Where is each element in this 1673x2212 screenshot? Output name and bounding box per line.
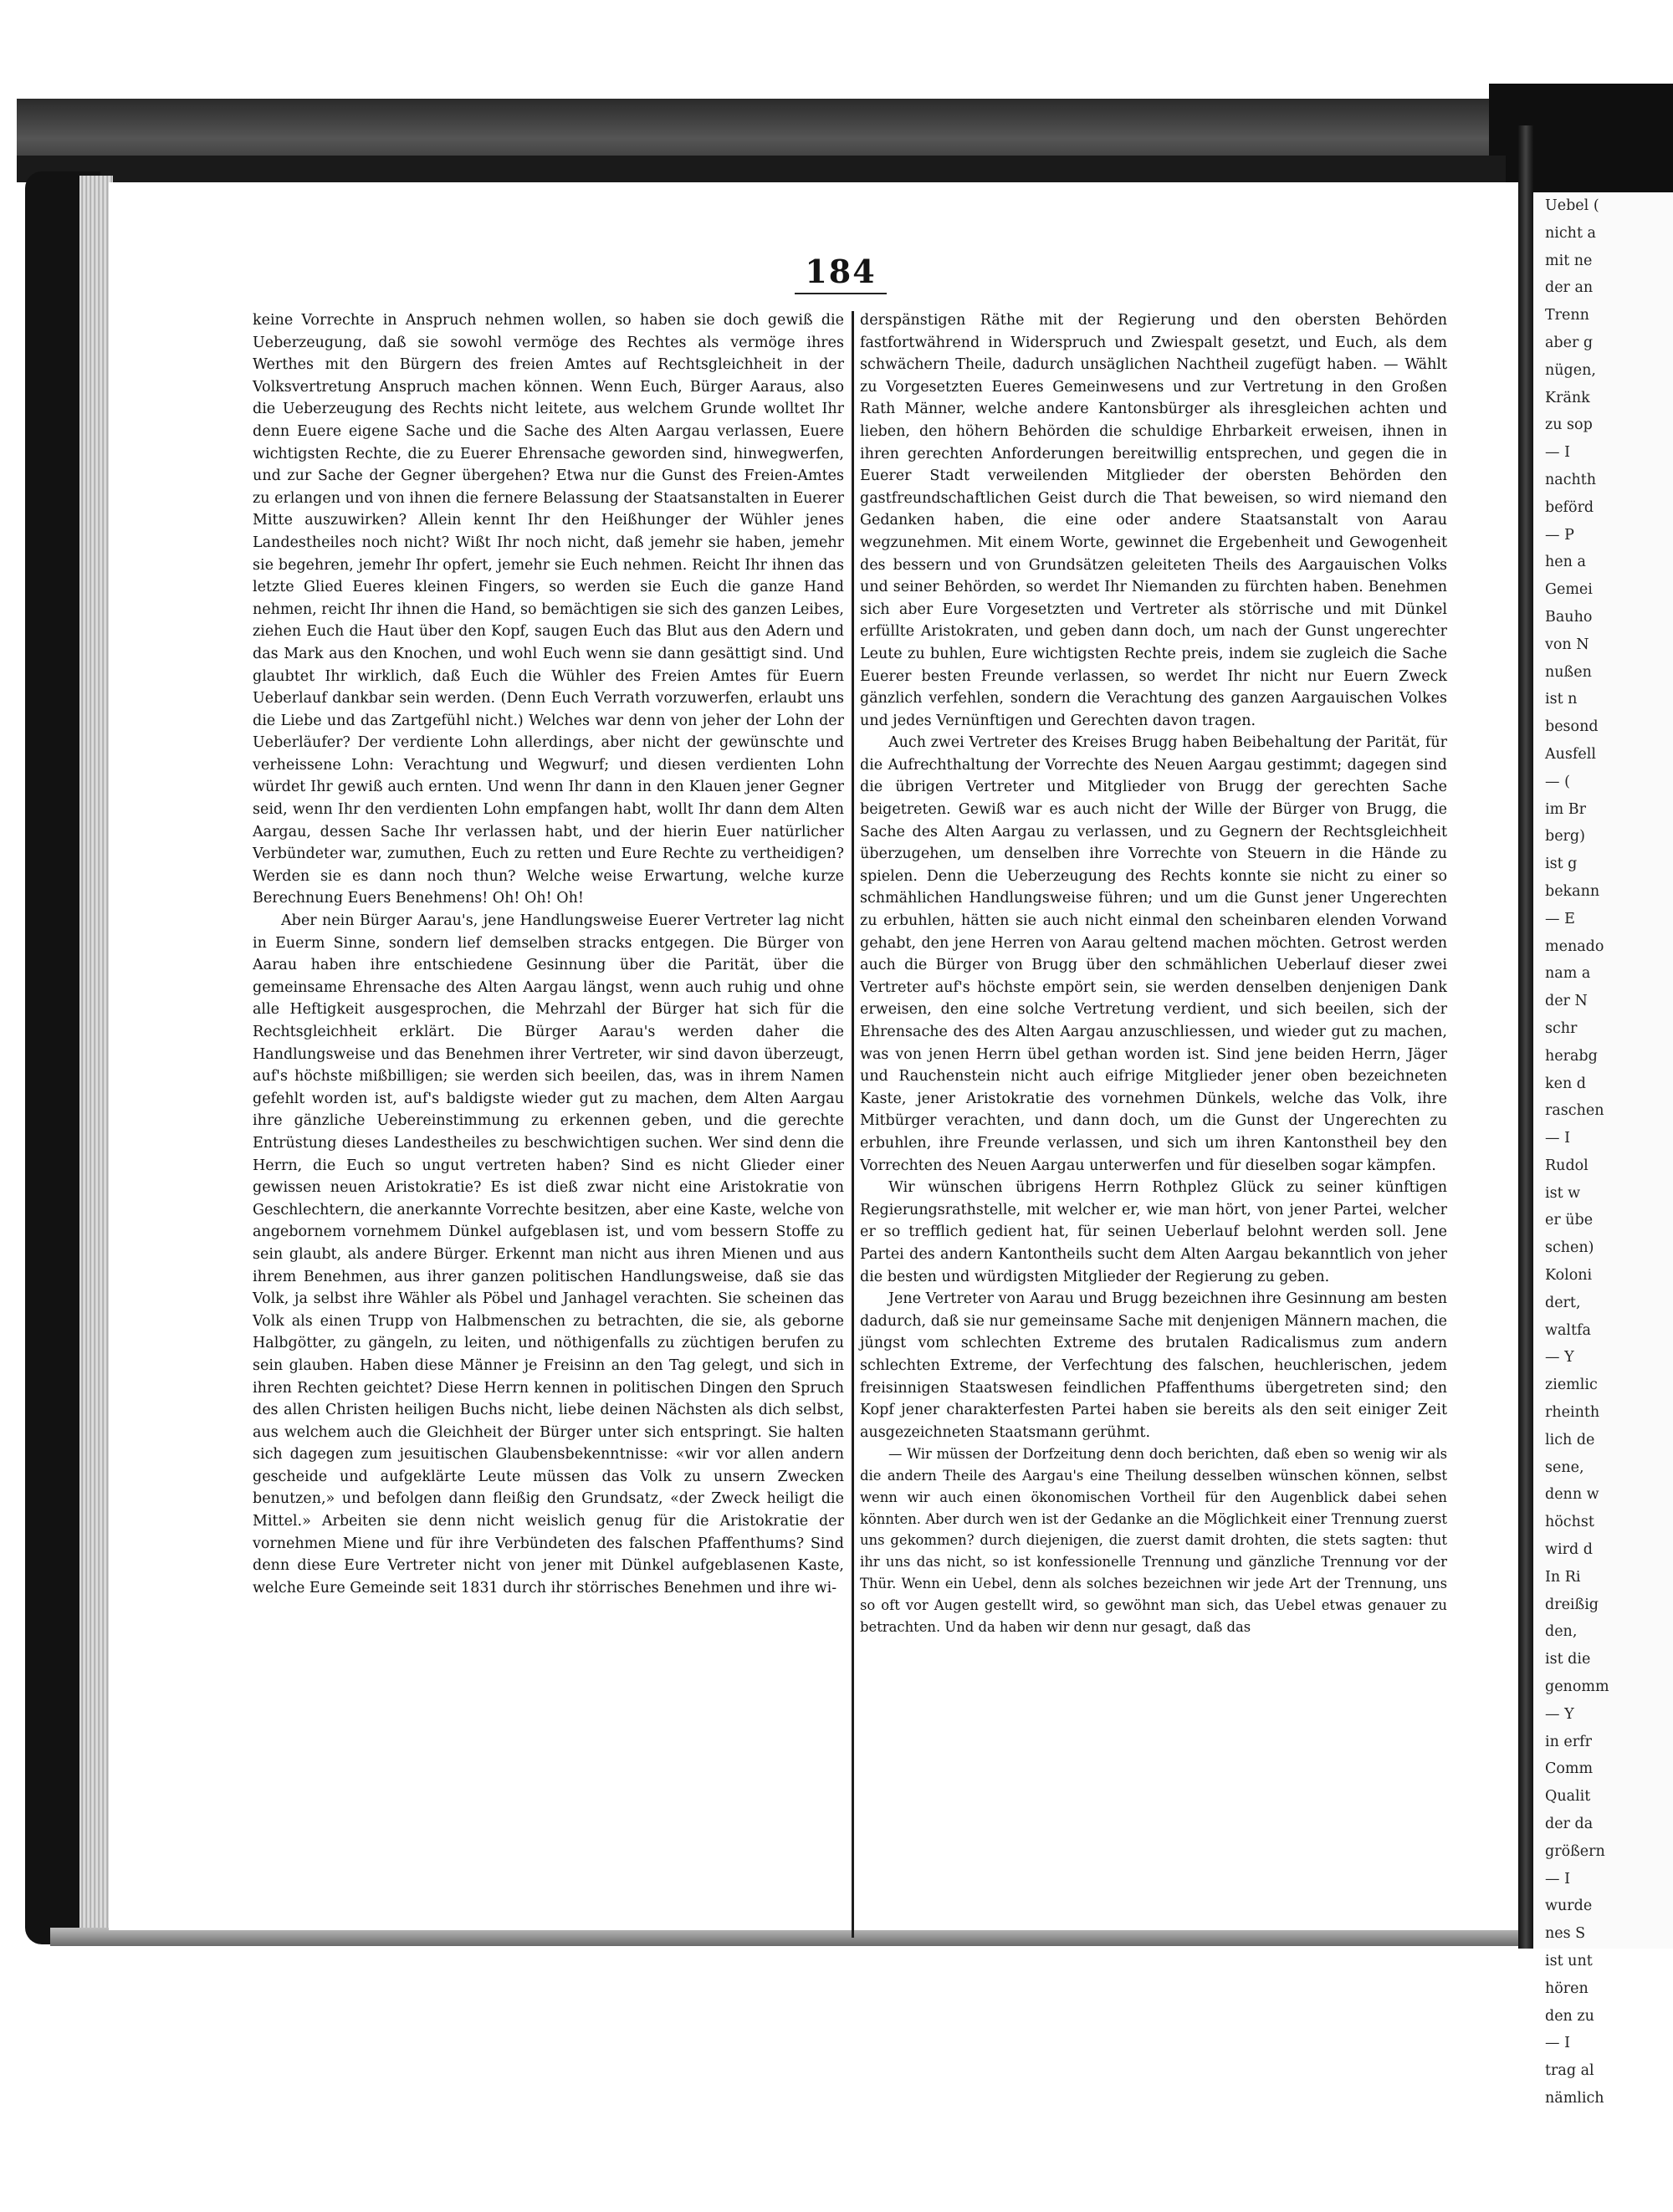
facing-page-line: — Y: [1545, 1705, 1574, 1723]
facing-page-line: sene,: [1545, 1458, 1584, 1476]
facing-page-fragment: [1533, 192, 1673, 2107]
facing-page-line: ist unt: [1545, 1953, 1593, 1969]
facing-page-line: ziemlic: [1545, 1377, 1598, 1394]
facing-page-line: raschen: [1545, 1102, 1604, 1120]
paragraph: Jene Vertreter von Aarau und Brugg bezeichnen ihre Gesinnung am besten dadurch, daß sie nur gemeinsame Sache mit denjenigen Männern machen, die jüngst vom schlechten Extreme des brutalen Radicalismus zum andern schlechten Extreme, der Verfechtung des falschen, heuchlerischen, jedem freisinnigen Staatswesen feindlichen Pfaffenthums übergetreten sind; den Kopf jener charakterfesten Partei haben sie bereits als den seit einiger Zeit ausgezeichneten Staatsmann gerühmt.: [860, 1290, 1447, 1441]
facing-page-line: in erfr: [1545, 1733, 1592, 1750]
scan-corner-shadow: [1489, 84, 1673, 192]
book-page-edges: [79, 176, 113, 1936]
facing-page-line: dreißig: [1545, 1596, 1599, 1613]
facing-page-line: In Ri: [1545, 1568, 1581, 1586]
facing-page-line: im Br: [1545, 800, 1586, 818]
facing-page-line: Bauho: [1545, 608, 1593, 626]
facing-page-line: — (: [1545, 773, 1570, 790]
facing-page-line: Qualit: [1545, 1788, 1591, 1806]
facing-page-line: menado: [1545, 937, 1604, 955]
facing-page-line: nußen: [1545, 663, 1592, 681]
facing-page-line: — I: [1545, 2035, 1570, 2052]
book-gutter: [1518, 125, 1533, 1949]
facing-page-line: lich de: [1545, 1431, 1595, 1448]
paragraph: derspänstigen Räthe mit der Regierung und den obersten Behörden fastfortwährend in Widerspruch und Zwiespalt gesetzt, und Euch, als dem schwächern Theile, dadurch unsäglichen Nachtheil zugefügt haben. — Wählt zu Vorgesetzten Eueres Gemeinwesens und zur Vertretung in den Großen Rath Männer, welche andere Kantonsbürger als ihresgleichen achten und lieben, den höhern Behörden die schuldige Ehrbarkeit erweisen, ihnen in ihren gerechten Anforderungen bereitwillig entsprechen, und gegen die in Euerer Stadt verweilenden Mitglieder der obersten Behörden den gastfreundschaftlichen Geist durch die That beweisen, so wird niemand den Gedanken haben, die eine oder andere Staatsanstalt von Aarau wegzunehmen. Mit einem Worte, gewinnet die Ergebenheit und Gewogenheit des bessern und von Grundsätzen geleiteten Theils des Aargauischen Volks und seiner Behörden, so werdet Ihr Niemanden zu fürchten haben. Benehmen sich aber Eure Vorgesetzten und Vertreter als störrische und mit Dünkel erfüllte Aristokraten, und geben dann doch, um nach der Gunst ungerechter Leute zu buhlen, Eure wichtigsten Rechte preis, indem sie zugleich die Sache Euerer besten Freunde verlassen, so werdet Ihr nicht nur Euern Zweck gänzlich verfehlen, sondern die Verachtung des ganzen Aargauischen Volkes und jedes Vernünftigen und Gerechten davon tragen.: [860, 312, 1447, 729]
facing-page-line: waltfa: [1545, 1321, 1591, 1339]
facing-page-line: nam a: [1545, 965, 1591, 983]
facing-page-line: hen a: [1545, 554, 1586, 571]
facing-page-line: nügen,: [1545, 361, 1596, 379]
facing-page-line: denn w: [1545, 1486, 1599, 1504]
facing-page-line: Ausfell: [1545, 745, 1596, 763]
facing-page-line: Comm: [1545, 1760, 1594, 1778]
paragraph: Auch zwei Vertreter des Kreises Brugg haben Beibehaltung der Parität, für die Aufrechthaltung der Vorrechte des Neuen Aargau gestimmt; dagegen sind die übrigen Vertreter und Mitglieder von Brugg der gerechten Sache beigetreten. Gewiß war es auch nicht der Wille der Bürger von Brugg, die Sache des Alten Aargau zu verlassen, und zu Gegnern der Rechtsgleichheit überzugehen, um denselben ihre Vorrechte von Steuern in die Hände zu spielen. Denn die Ueberzeugung des Rechts konnte sie nicht zu einer so schmählichen Handlungsweise führen; und um die Gunst jener Ungerechten zu erbuhlen, hätten sie auch nicht einmal den scheinbaren elenden Vorwand gehabt, den jene Herren von Aarau geltend machen möchten. Getrost werden auch die Bürger von Brugg über den schmählichen Ueberlauf dieser zwei Vertreter auf's höchste empört sein, sie werden denselben denjenigen Dank erweisen, den eine solche Vertretung verdient, und sich beeilen, sich der Ehrensache des des Alten Aargau anzuschliessen, und wieder gut zu machen, was von jenen Herrn übel gethan worden ist. Sind jene beiden Herrn, Jäger und Rauchenstein nicht auch eifrige Mitglieder jener oben bezeichneten Kaste, jener Aristokratie des vornehmen Dünkels, welche das Volk, ihre Mitbürger verachten, und dann doch, um die Gunst der Ungerechten zu erbuhlen, ihre Freunde verlassen, und sich um ihren Kantonstheil bey den Vorrechten des Neuen Aargau unterwerfen und für dieselben sogar kämpfen.: [860, 734, 1447, 1174]
news-item: — Wir müssen der Dorfzeitung denn doch berichten, daß eben so wenig wir als die andern Theile des Aargau's eine Theilung desselben wünschen können, selbst wenn wir auch einen ökonomischen Vortheil für den Augenblick dabei sehen könnten. Aber durch wen ist der Gedanke an die Möglichkeit einer Trennung zuerst uns gekommen? durch diejenigen, die zuerst damit drohten, die stets sagten: thut ihr uns das nicht, so ist konfessionelle Trennung und gänzliche Trennung vor der Thür. Wenn ein Uebel, denn als solches bezeichnen wir jede Art der Trennung, uns so oft vor Augen gestellt wird, so gewöhnt man sich, das Uebel etwas genauer zu betrachten. Und da haben wir denn nur gesagt, daß das: [860, 1446, 1447, 1635]
facing-page-line: größern: [1545, 1842, 1605, 1860]
facing-page-line: Gemei: [1545, 581, 1593, 599]
paragraph: keine Vorrechte in Anspruch nehmen wollen, so haben sie doch gewiß die Ueberzeugung, daß sie sowohl vermöge des Rechtes als vermöge ihres Werthes mit den Bürgern des freien Amtes auf Rechtsgleichheit in der Volksvertretung Anspruch machen können. Wenn Euch, Bürger Aaraus, also die Ueberzeugung des Rechts nicht leitete, aus welchem Grunde wolltet Ihr denn Euere eigene Sache und die Sache des Alten Aargau verlassen, Euere wichtigsten Rechte, die zu Euerer Ehrensache geworden sind, hinwegwerfen, und zur Sache der Gegner übergehen? Etwa nur die Gunst des Freien-Amtes zu erlangen und von ihnen die fernere Belassung der Staatsanstalten in Euerer Mitte auszuwirken? Allein kennt Ihr den Heißhunger der Wühler jenes Landestheiles noch nicht? Wißt Ihr noch nicht, daß jemehr sie haben, jemehr sie begehren, jemehr Ihr opfert, jemehr sie Euch nehmen. Reicht Ihr ihnen das letzte Glied Eueres kleinen Fingers, so werden sie Euch die ganze Hand nehmen, reicht Ihr ihnen die Hand, so bemächtigen sie sich des ganzen Leibes, ziehen Euch die Haut über den Kopf, saugen Euch das Blut aus den Adern und das Mark aus den Knochen, und wohl Euch wenn sie dann gesättigt sind. Und glaubtet Ihr wirklich, daß Euch die Wühler des Freien Amtes für Euern Ueberlauf dankbar sein werden. (Denn Euch Verrath vorzuwerfen, erlaubt uns die Liebe und das Zartgefühl nicht.) Welches war denn von jeher der Lohn der Ueberläufer? Der verdiente Lohn allerdings, aber nicht der gewünschte und verheissene Lohn: Verachtung und Wegwurf; und diesen verdienten Lohn würdet Ihr gewiß auch ernten. Und wenn Ihr dann in den Klauen jener Gegner seid, wenn Ihr den verdienten Lohn empfangen habt, wollt Ihr dann dem Alten Aargau, dessen Sache Ihr verlassen habt, und der hierin Euer natürlicher Verbündeter war, zumuthen, Euch zu retten und Eure Rechte zu vertheidigen? Werden sie es dann noch thun? Welche weise Erwartung, welche kurze Berechnung Euers Benehmens! Oh! Oh! Oh!: [253, 312, 844, 907]
facing-page-line: genomm: [1545, 1678, 1609, 1696]
facing-page-line: trag al: [1545, 2062, 1594, 2080]
facing-page-line: Koloni: [1545, 1267, 1593, 1285]
page-number: 184: [805, 253, 877, 290]
facing-page-line: — I: [1545, 444, 1570, 462]
facing-page-line: Rudol: [1545, 1157, 1589, 1174]
facing-page-line: rheinth: [1545, 1404, 1600, 1422]
facing-page-line: ist die: [1545, 1651, 1591, 1668]
facing-page-line: zu sop: [1545, 416, 1593, 434]
facing-page-line: nämlich: [1545, 2089, 1604, 2107]
facing-page-line: von N: [1545, 636, 1589, 653]
facing-page-line: nachth: [1545, 471, 1597, 488]
column-divider: [852, 311, 854, 1938]
facing-page-line: ken d: [1545, 1075, 1586, 1092]
facing-page-line: mit ne: [1545, 252, 1593, 269]
facing-page-line: — Y: [1545, 1349, 1574, 1367]
book-top-edge: [17, 156, 1506, 182]
facing-page-line: Uebel (: [1545, 197, 1599, 214]
facing-page-line: ist w: [1545, 1184, 1581, 1202]
facing-page-line: schr: [1545, 1019, 1578, 1037]
text-column-right: [860, 309, 1447, 1637]
book-bottom-edge: [50, 1928, 1548, 1946]
facing-page-line: er übe: [1545, 1212, 1594, 1229]
facing-page-line: dert,: [1545, 1294, 1581, 1311]
facing-page-line: wird d: [1545, 1541, 1593, 1559]
facing-page-line: — E: [1545, 910, 1575, 927]
facing-page-line: berg): [1545, 828, 1585, 845]
facing-page-line: bekann: [1545, 882, 1600, 900]
facing-page-line: den,: [1545, 1623, 1578, 1641]
facing-page-line: nes S: [1545, 1925, 1586, 1943]
facing-page-line: — P: [1545, 526, 1574, 544]
facing-page-line: der an: [1545, 279, 1594, 297]
facing-page-line: den zu: [1545, 2007, 1594, 2025]
facing-page-line: ist n: [1545, 691, 1578, 708]
facing-page-line: herabg: [1545, 1047, 1598, 1065]
facing-page-line: wurde: [1545, 1898, 1593, 1915]
facing-page-line: — I: [1545, 1870, 1570, 1888]
facing-page-line: der N: [1545, 993, 1588, 1010]
facing-page-line: ist g: [1545, 856, 1578, 873]
facing-page-line: nicht a: [1545, 224, 1596, 242]
facing-page-line: aber g: [1545, 334, 1594, 351]
facing-page-line: schen): [1545, 1239, 1594, 1257]
facing-page-line: besond: [1545, 718, 1599, 736]
facing-page-line: der da: [1545, 1816, 1594, 1833]
facing-page-line: höchst: [1545, 1514, 1594, 1531]
facing-page-line: beförd: [1545, 498, 1594, 516]
facing-page-line: — I: [1545, 1130, 1570, 1147]
facing-page-line: hören: [1545, 1980, 1589, 1997]
paragraph: Aber nein Bürger Aarau's, jene Handlungsweise Euerer Vertreter lag nicht in Euerm Sinne, sondern lief demselben stracks entgegen. Die Bürger von Aarau haben ihre entschiedene Gesinnung über die Parität, über die gemeinsame Ehrensache des Alten Aargau längst, wenn auch ruhig und ohne alle Heftigkeit ausgesprochen, die Mehrzahl der Bürger hat sich für die Rechtsgleichheit erklärt. Die Bürger Aarau's werden daher die Handlungsweise und das Benehmen ihrer Vertreter, wir sind davon überzeugt, auf's höchste mißbilligen; sie werden sich beeilen, das, was in ihrem Namen gefehlt worden ist, auf's baldigste wieder gut zu machen, dem Alten Aargau ihre gänzliche Uebereinstimmung zu erkennen geben, und die gerechte Entrüstung dieses Landestheiles zu beschwichtigen suchen. Wer sind denn die Herrn, die Euch so ungut vertreten haben? Sind es nicht Glieder einer gewissen neuen Aristokratie? Es ist dieß zwar nicht eine Aristokratie von Geschlechtern, die anerkannte Vorrechte besitzen, aber eine Kaste, welche von angebornem vornehmem Dünkel aufgeblasen ist, und vom bessern Stoffe zu sein glaubt, als andere Bürger. Erkennt man nicht aus ihren Mienen und aus ihrem Benehmen, aus ihrer ganzen politischen Handlungsweise, daß sie das Volk, ja selbst ihre Wähler als Pöbel und Janhagel verachten. Sie scheinen das Volk als einen Trupp von Halbmenschen zu betrachten, die sie, als geborne Halbgötter, zu gängeln, zu leiten, und nöthigenfalls zu züchtigen berufen zu sein glauben. Haben diese Männer je Freisinn an den Tag gelegt, und sich in ihren Rechten geichtet? Diese Herrn kennen in politischen Dingen den Spruch des allen Christen heiligen Buchs nicht, liebe deinen Nächsten als dich selbst, aus welchem auch die Gleichheit der Bürger unter sich entspringt. Sie halten sich dagegen zum jesuitischen Glaubensbekenntnisse: «wir vor allen andern gescheide und aufgeklärte Leute müssen das Volk zu unsern Zwecken benutzen,» und befolgen dann fleißig den Grundsatz, «der Zweck heiligt die Mittel.» Arbeiten sie denn nicht weislich genug für die Aristokratie der vornehmen Miene und für ihre Verbündeten des falschen Pfaffenthums? Sind denn diese Eure Vertreter nicht von jener mit Dünkel aufgeblasenen Kaste, welche Eure Gemeinde seit 1831 durch ihr störrisches Benehmen und ihre wi-: [253, 912, 844, 1596]
paragraph: Wir wünschen übrigens Herrn Rothplez Glück zu seiner künftigen Regierungsrathstelle, mit welcher er, wie man hört, von jener Partei, welcher er so trefflich gedient hat, für seinen Ueberlauf belohnt werden soll. Jene Partei des andern Kantontheils sucht dem Alten Aargau bekanntlich von jeher die besten und würdigsten Mitglieder der Regierung zu geben.: [860, 1179, 1447, 1285]
facing-page-line: Trenn: [1545, 307, 1589, 324]
facing-page-line: Kränk: [1545, 389, 1590, 406]
page-number-rule: [795, 293, 887, 294]
text-column-left: [253, 309, 844, 1599]
